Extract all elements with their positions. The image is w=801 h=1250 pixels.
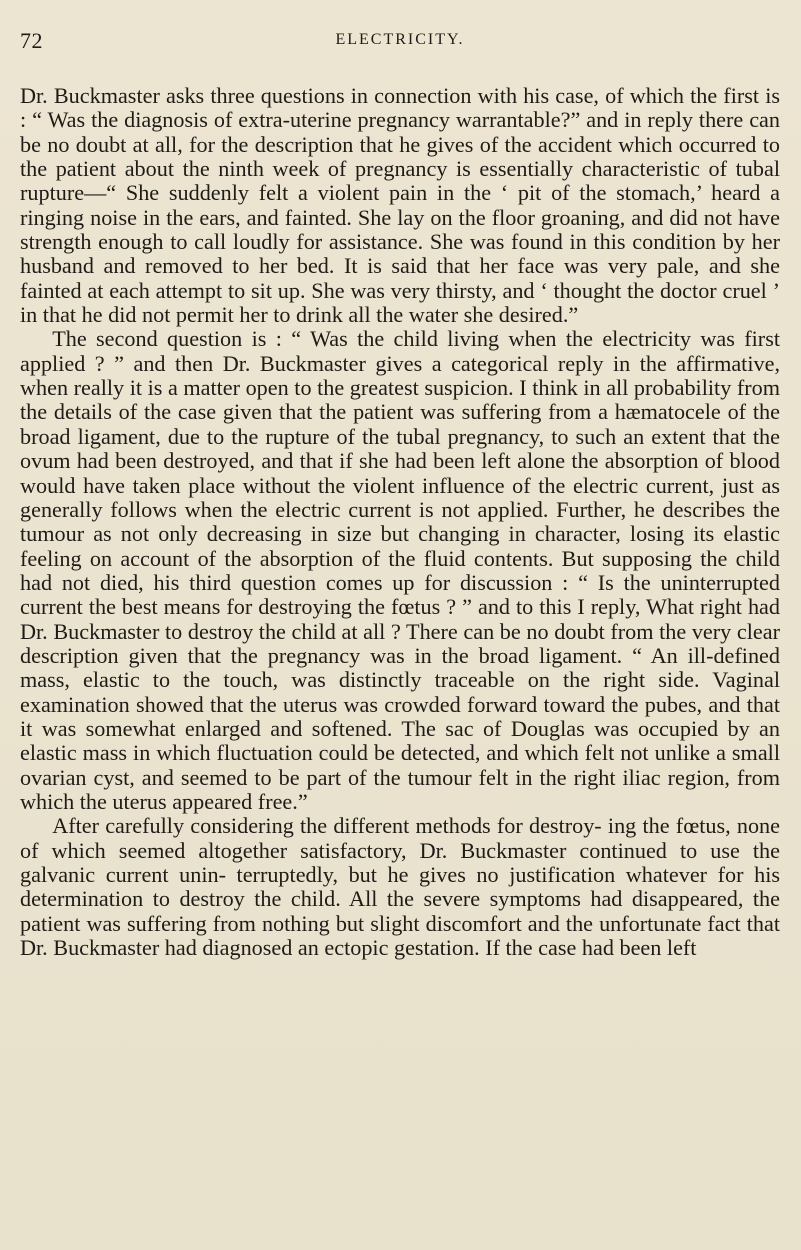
paragraph: The second question is : “ Was the child living when the electricity was first applied ? ” and then Dr. Buckmaster gives a categorical reply in the affirmative, when really it is a matter open to the greatest suspicion. I think in all probability from the details of the case given that the patient was suffering from a hæmatocele of the broad ligament, due to the rupture of the tubal pregnancy, to such an extent that the ovum had been destroyed, and that if she had been left alone the absorption of blood would have taken place without the violent influence of the electric current, just as generally follows when the electric current is not applied. Further, he describes the tumour as not only decreasing in size but changing in character, losing its elastic feeling on account of the absorption of the fluid contents. But supposing the child had not died, his third question comes up for discussion : “ Is the uninterrupted current the best means for destroying the fœtus ? ” and to this I reply, What right had Dr. Buckmaster to destroy the child at all ? There can be no doubt from the very clear description given that the pregnancy was in the broad ligament. “ An ill-defined mass, elastic to the touch, was distinctly traceable on the right side. Vaginal examination showed that the uterus was crowded forward toward the pubes, and that it was somewhat enlarged and softened. The sac of Douglas was occupied by an elastic mass in which fluctuation could be detected, and which felt not unlike a small ovarian cyst, and seemed to be part of the tumour felt in the right iliac region, from which the uterus appeared free.” [20, 326, 780, 814]
paragraph: Dr. Buckmaster asks three questions in connection with his case, of which the first is : “ Was the diagnosis of extra-uterine pregnancy warrantable?” and in reply there can be no doubt at all, for the description that he gives of the accident which occurred to the patient about the ninth week of pregnancy is essentially characteristic of tubal rupture—“ She suddenly felt a violent pain in the ‘ pit of the stomach,’ heard a ringing noise in the ears, and fainted. She lay on the floor groaning, and did not have strength enough to call loudly for assistance. She was found in this condition by her husband and removed to her bed. It is said that her face was very pale, and she fainted at each attempt to sit up. She was very thirsty, and ‘ thought the doctor cruel ’ in that he did not permit her to drink all the water she desired.” [20, 83, 780, 328]
paragraph: After carefully considering the different methods for destroy- ing the fœtus, none of which seemed altogether satisfactory, Dr. Buckmaster continued to use the galvanic current unin- terruptedly, but he gives no justification whatever for his determination to destroy the child. All the severe symptoms had disappeared, the patient was suffering from nothing but slight discomfort and the unfortunate fact that Dr. Buckmaster had diagnosed an ectopic gestation. If the case had been left [20, 813, 780, 961]
running-title: ELECTRICITY. [335, 31, 465, 48]
page-number: 72 [20, 28, 43, 53]
running-head [20, 28, 780, 58]
body-text [20, 84, 780, 960]
